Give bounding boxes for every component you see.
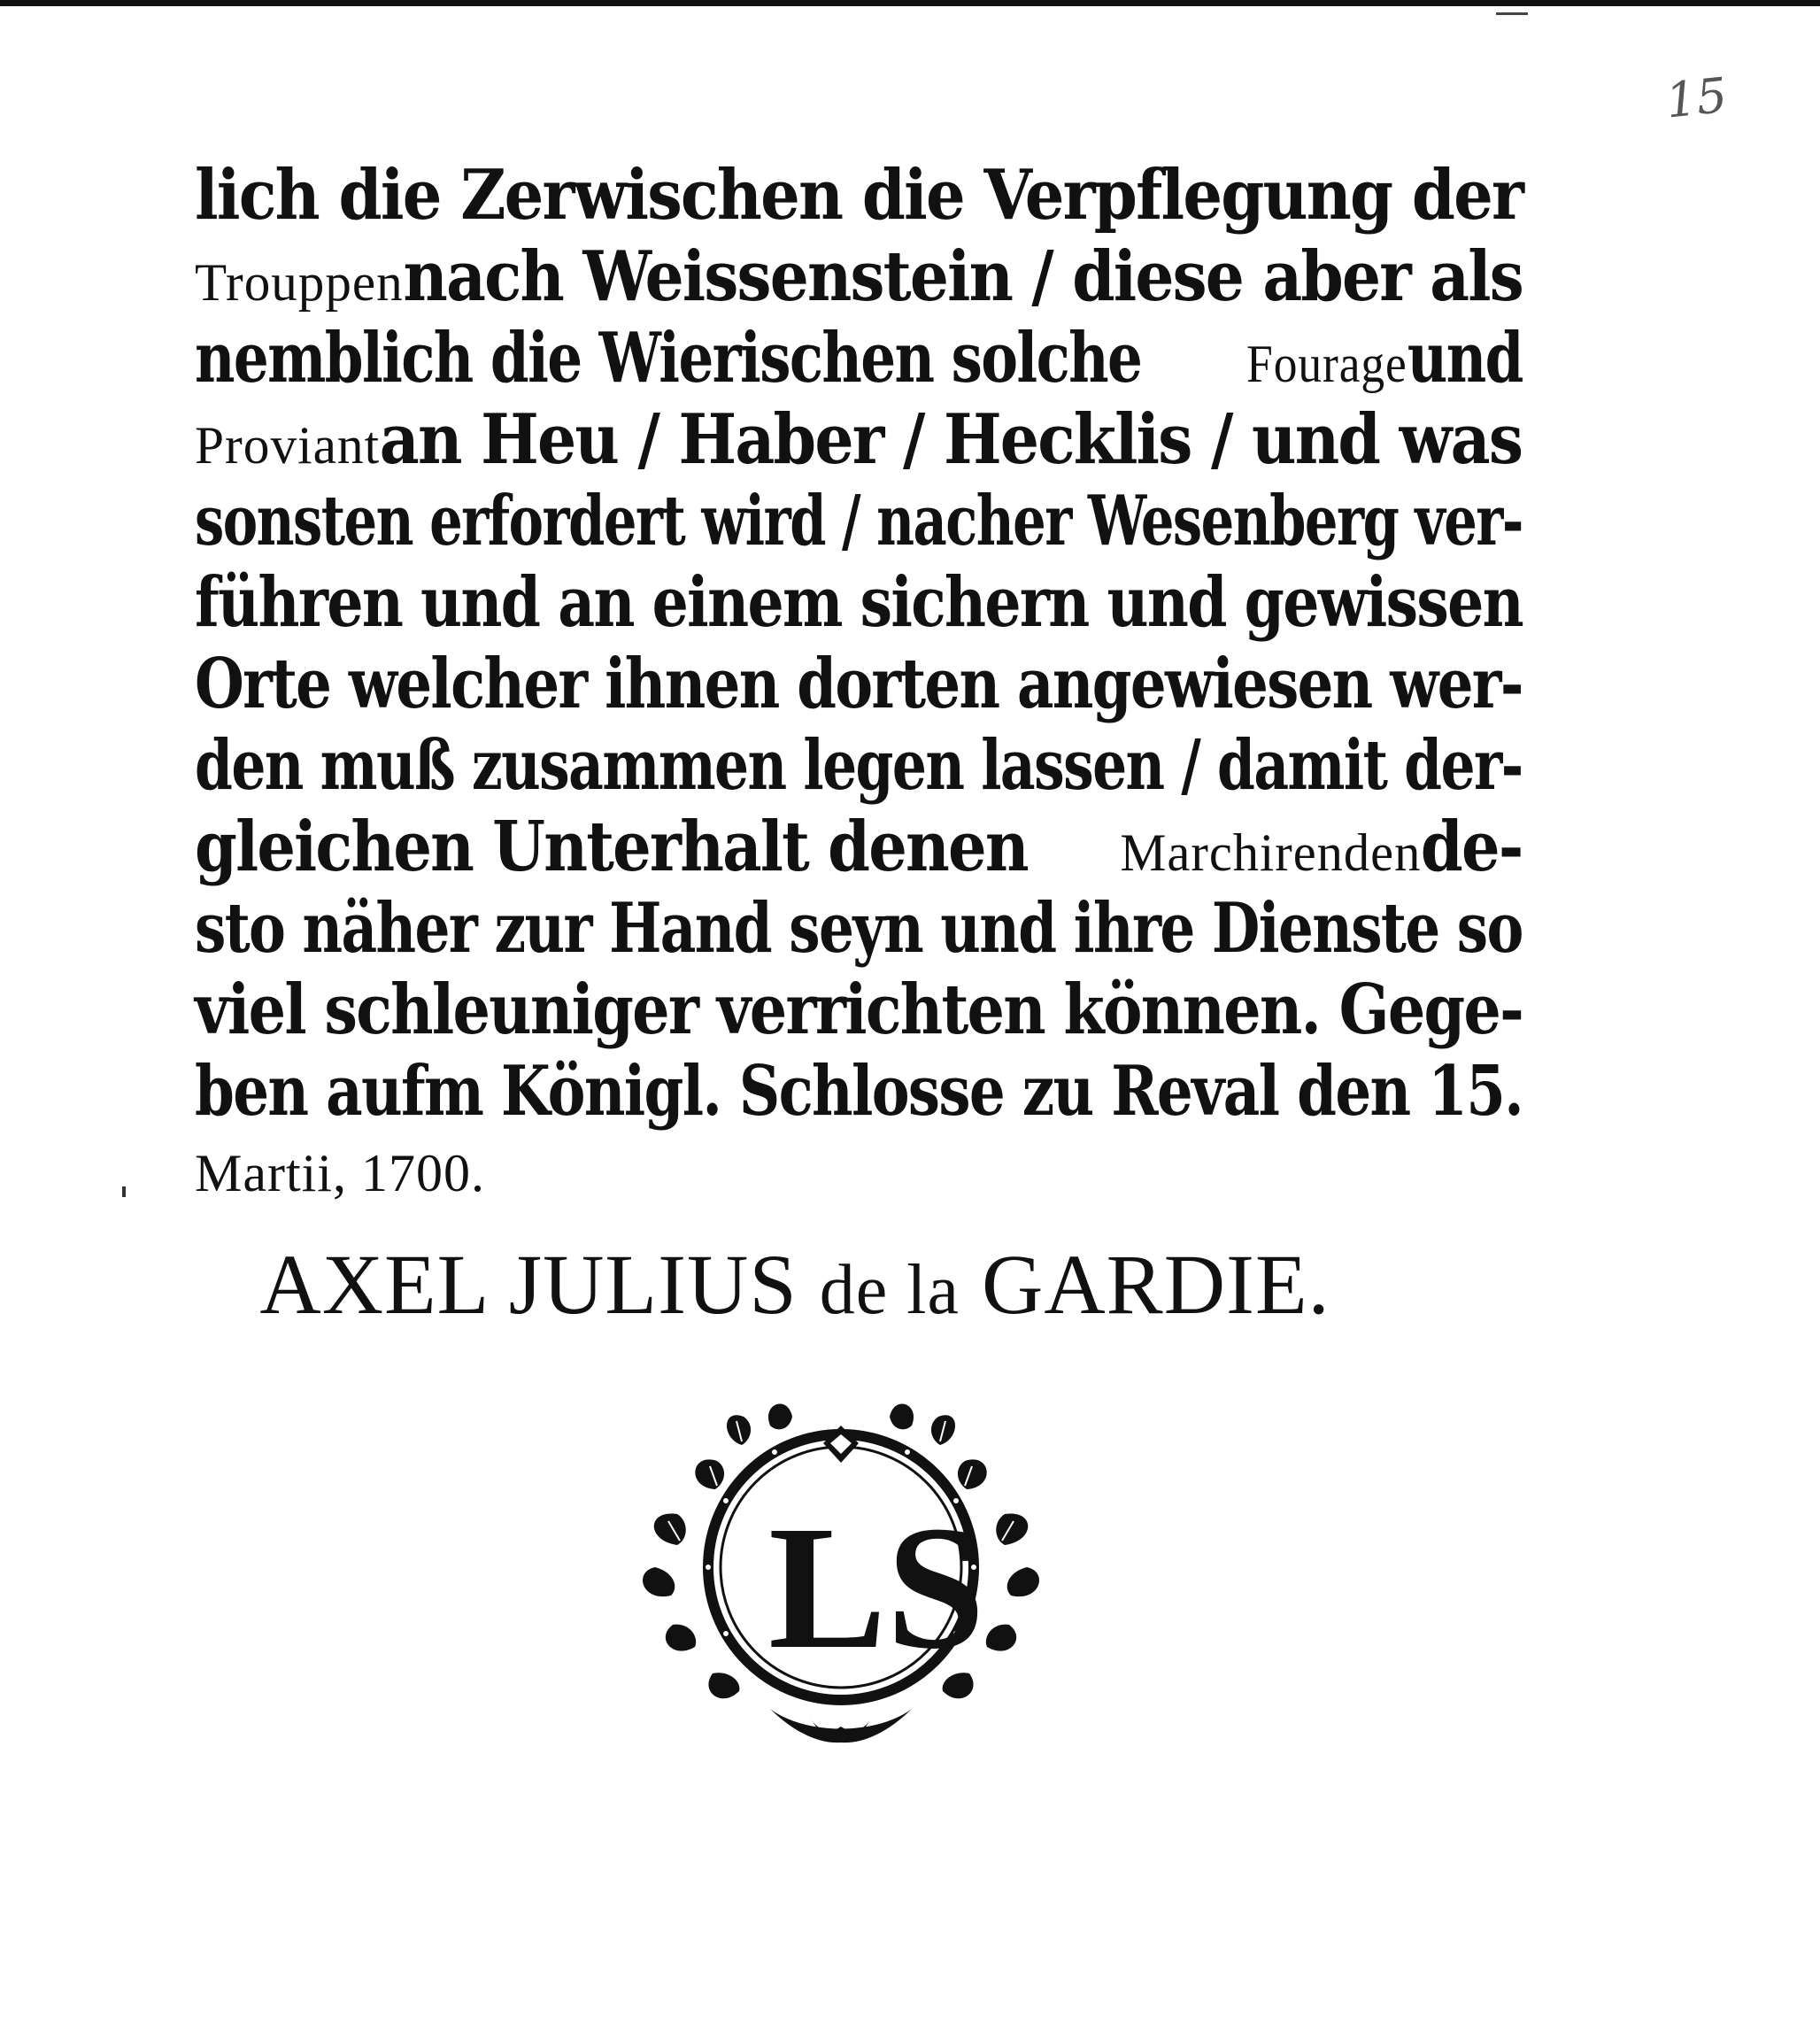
text-line <box>195 236 1523 318</box>
fraktur-text-segment: viel schleuniger verrichten können. Gege- <box>195 970 1523 1050</box>
stray-ink-mark <box>122 1186 126 1197</box>
fraktur-text-segment: und <box>1407 318 1523 398</box>
signature-given-names: AXEL JULIUS <box>259 1237 798 1332</box>
folio-number <box>1662 66 1763 161</box>
text-line <box>195 318 1523 399</box>
fraktur-text-segment: den muß zusammen legen lassen / damit der- <box>195 725 1523 806</box>
fraktur-text-segment: an Heu / Haber / Hecklis / und was <box>380 399 1523 480</box>
text-line <box>195 1051 1523 1132</box>
fraktur-text-segment: gleichen Unterhalt denen <box>195 807 1028 887</box>
text-line <box>195 644 1523 725</box>
text-line <box>195 888 1523 970</box>
signature-surname: GARDIE. <box>982 1237 1330 1332</box>
fraktur-text-segment: sto näher zur Hand seyn und ihre Dienste so <box>195 888 1523 969</box>
signature-particle: de la <box>819 1251 960 1329</box>
fraktur-text-segment: ben aufm Königl. Schlosse zu Reval den 15. <box>195 1051 1523 1132</box>
fraktur-text-segment: sonsten erfordert wird / nacher Wesenberg ver- <box>195 481 1523 561</box>
antiqua-text-segment: Fourage <box>1246 335 1407 393</box>
signature-line <box>0 1235 1705 1333</box>
text-line <box>195 970 1523 1051</box>
antiqua-text-segment: Martii, 1700. <box>195 1144 485 1202</box>
folio-text: 15 <box>1662 66 1730 129</box>
text-line <box>195 562 1523 644</box>
decree-body-text <box>195 155 1523 1214</box>
laurel-wreath-seal-icon <box>637 1390 1045 1762</box>
antiqua-text-segment: Marchirenden <box>1120 823 1422 882</box>
fraktur-text-segment: Orte welcher ihnen dorten angewiesen wer- <box>195 644 1523 724</box>
text-line <box>195 1132 1523 1214</box>
top-border-rule <box>0 0 1820 6</box>
fraktur-text-segment: nach Weissenstein / diese aber als <box>403 236 1523 317</box>
fraktur-text-segment: nemblich die Wierischen solche <box>195 318 1142 398</box>
text-line <box>195 725 1523 807</box>
text-line <box>195 155 1523 236</box>
text-line <box>195 807 1523 888</box>
fraktur-text-segment: lich die Zerwischen die Verpflegung der <box>195 155 1523 236</box>
seal-monogram: LS <box>768 1490 985 1686</box>
antiqua-text-segment: Trouppen <box>195 253 404 312</box>
top-border-fragment <box>1496 12 1528 15</box>
antiqua-text-segment: Proviant <box>195 416 381 475</box>
text-line <box>195 481 1523 562</box>
fraktur-text-segment: de- <box>1421 807 1523 887</box>
fraktur-text-segment: führen und an einem sichern und gewissen <box>195 562 1523 643</box>
text-line <box>195 399 1523 481</box>
